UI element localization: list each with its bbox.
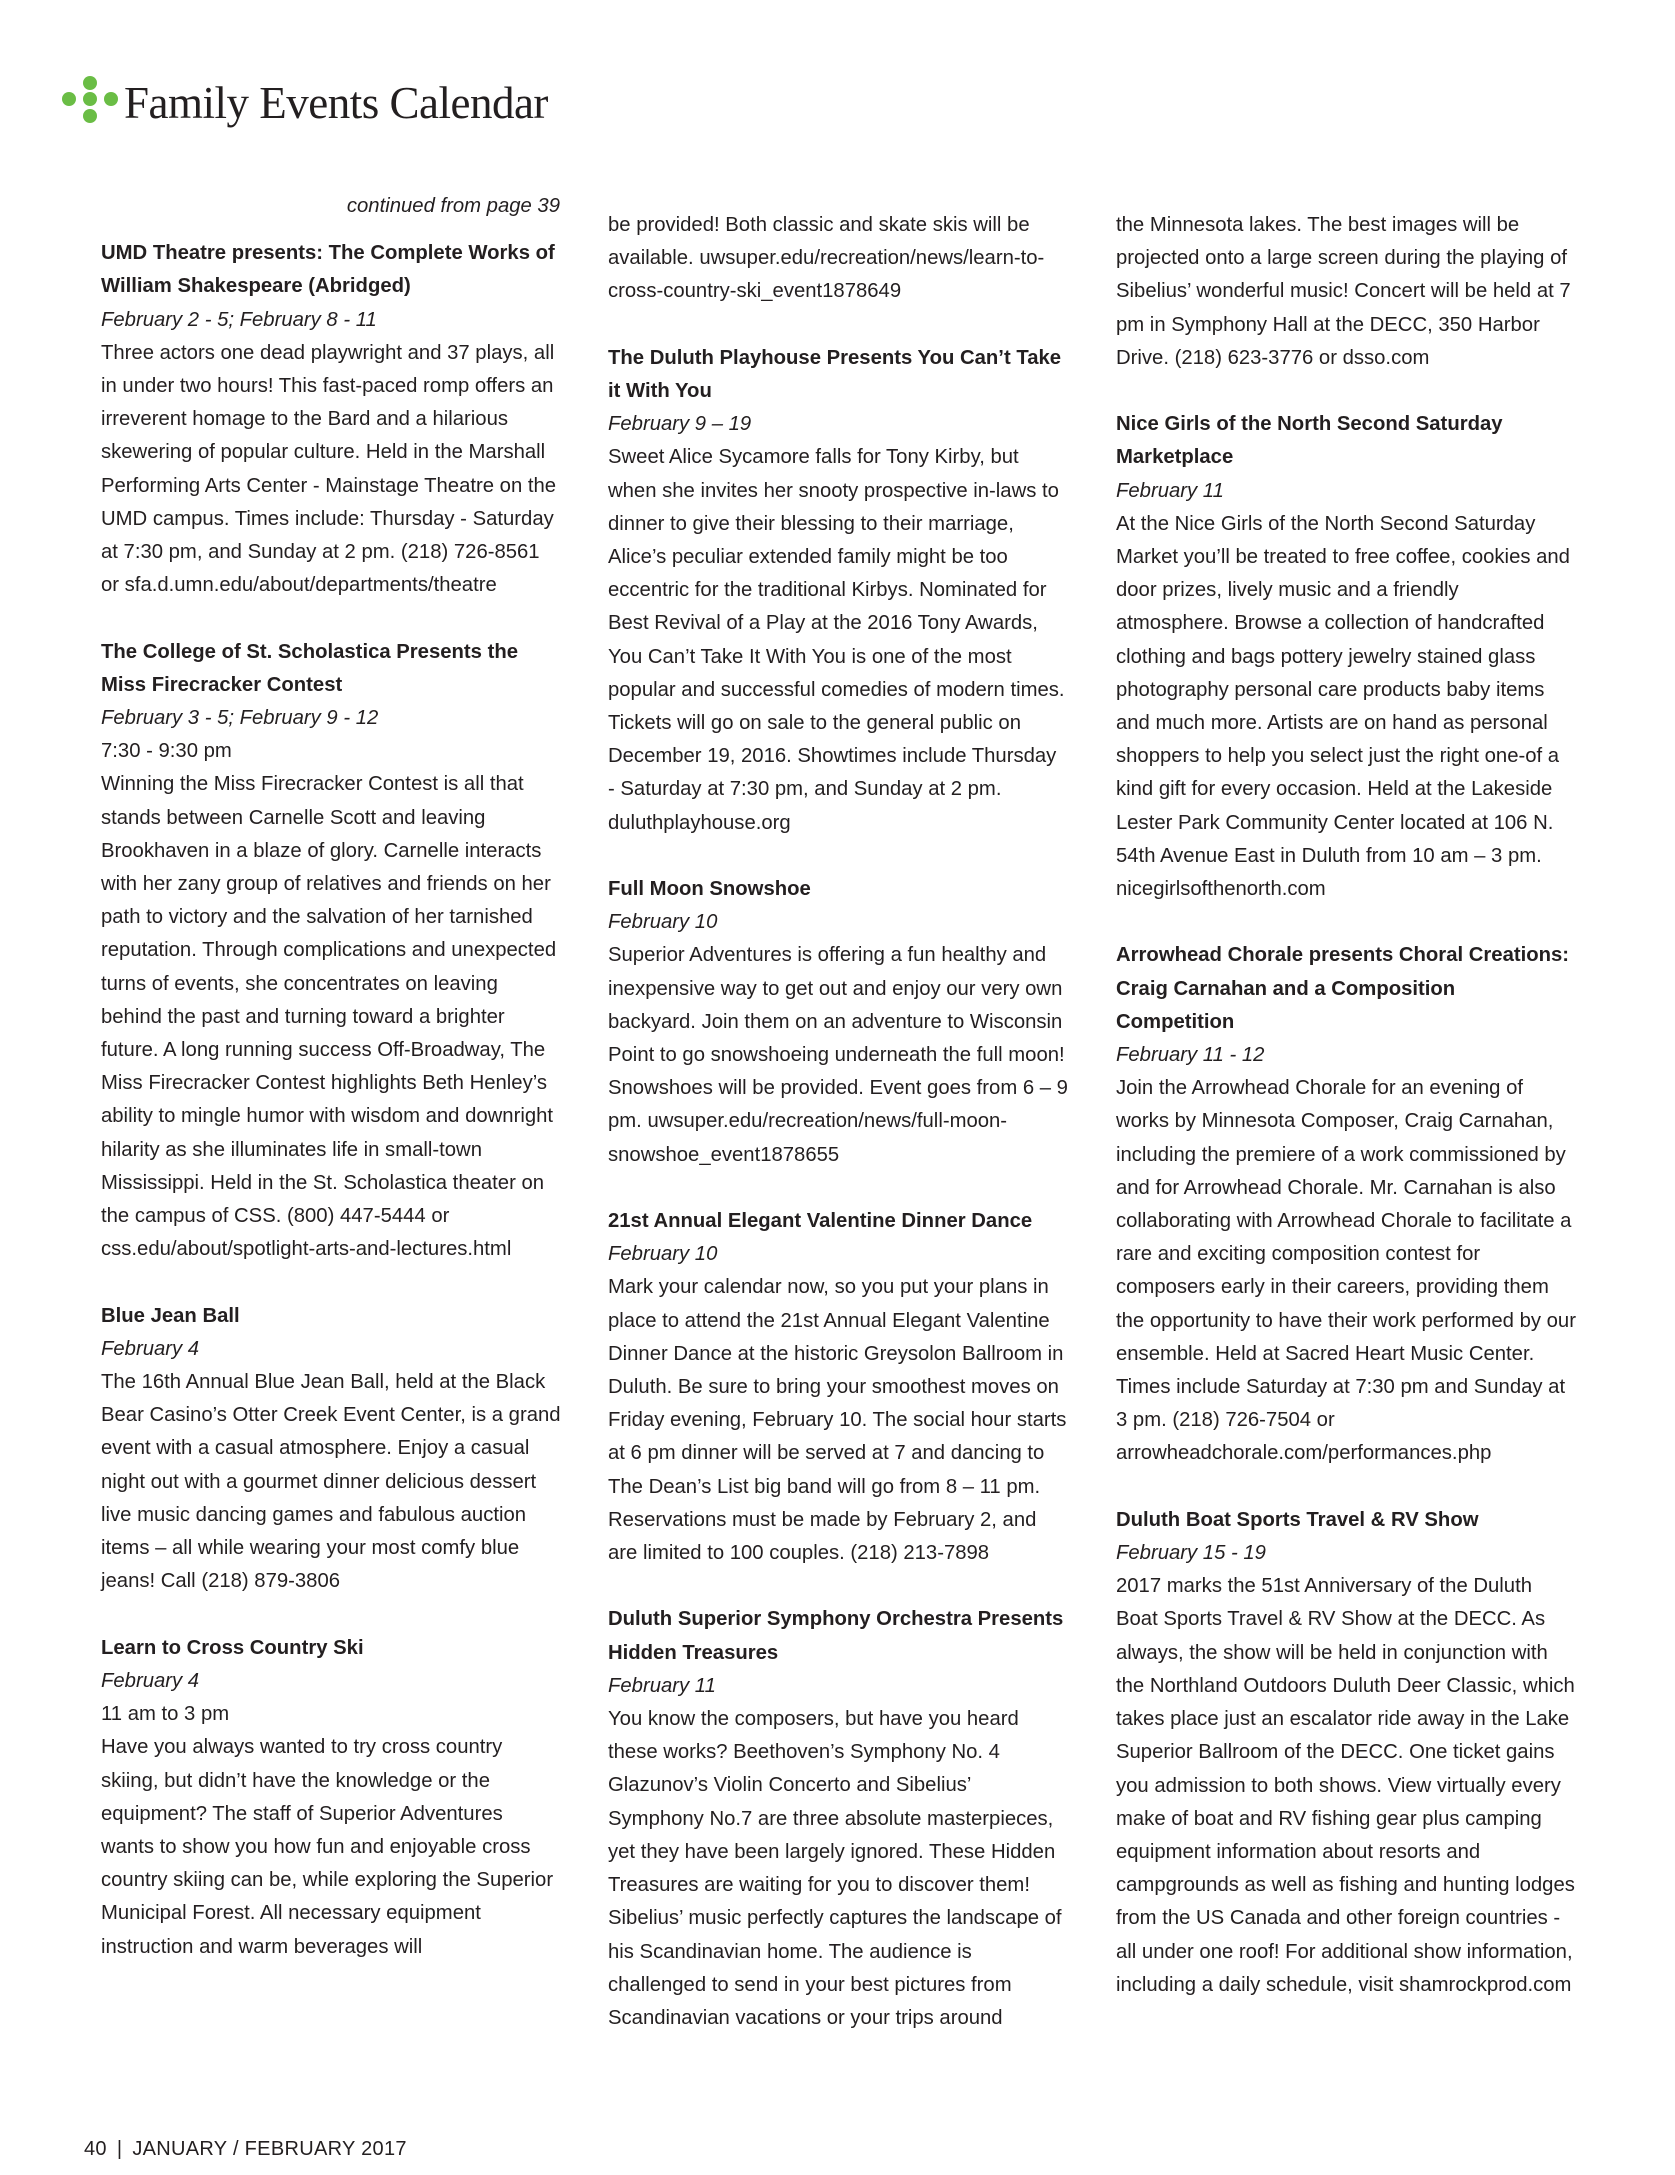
event-umd-theatre: [101, 237, 561, 602]
event-date: February 4: [101, 1337, 200, 1360]
event-title: The Duluth Playhouse Presents You Can’t Take it With You: [608, 346, 1062, 402]
event-time: 11 am to 3 pm: [101, 1703, 230, 1726]
event-time: 7:30 - 9:30 pm: [101, 740, 232, 763]
event-description: Sweet Alice Sycamore falls for Tony Kirby, but when she invites her snooty prospective in-laws to dinner to give their blessing to their marriage, Alice’s peculiar extended family might be too eccentric for the traditional Kirbys. Nominated for Best Revival of a Play at the 2016 Tony Awards, You Can’t Take It With You is one of the most popular and successful comedies of modern times. Tickets will go on sale to the general public on December 19, 2016. Showtimes include Thursday - Saturday at 7:30 pm, and Sunday at 2 pm. duluthplayhouse.org: [608, 446, 1065, 834]
event-title: Learn to Cross Country Ski: [101, 1636, 364, 1659]
event-date: February 2 - 5; February 8 - 11: [101, 308, 377, 331]
event-arrowhead-chorale: [1116, 939, 1576, 1470]
event-blue-jean-ball: [101, 1300, 561, 1599]
continued-note: continued from page 39: [346, 195, 560, 217]
event-description: At the Nice Girls of the North Second Saturday Market you’ll be treated to free coffee, cookies and door prizes, lively music and a friendly atmosphere. Browse a collection of handcrafted clothing and bags pottery jewelry stained glass photography personal care products baby items and much more. Artists are on hand as personal shoppers to help you select just the right one-of a kind gift for every occasion. Held at the Lakeside Lester Park Community Center located at 106 N. 54th Avenue East in Duluth from 10 am – 3 pm. nicegirlsofthenorth.com: [1116, 512, 1570, 901]
column-1: [101, 190, 561, 1997]
green-dots-logo-icon: [62, 76, 118, 132]
event-date: February 4: [101, 1669, 200, 1692]
event-title: Duluth Boat Sports Travel & RV Show: [1116, 1508, 1479, 1531]
page-title: Family Events Calendar: [124, 78, 548, 128]
continued-text: be provided! Both classic and skate skis will be available. uwsuper.edu/recreation/news/learn-to-cross-country-ski_event1878649: [608, 214, 1045, 303]
event-symphony-hidden-treasures: [608, 1603, 1068, 2035]
event-full-moon-snowshoe: [608, 873, 1068, 1172]
event-nice-girls-marketplace: [1116, 408, 1576, 906]
page-footer: [84, 2138, 407, 2161]
event-title: UMD Theatre presents: The Complete Works of William Shakespeare (Abridged): [101, 242, 555, 298]
event-valentine-dinner-dance: [608, 1205, 1068, 1570]
event-title: Full Moon Snowshoe: [608, 878, 811, 901]
event-title: Blue Jean Ball: [101, 1304, 240, 1327]
event-description: Superior Adventures is offering a fun healthy and inexpensive way to get out and enjoy our very own backyard. Join them on an adventure to Wisconsin Point to go snowshoeing underneath the full moon! Snowshoes will be provided. Event goes from 6 – 9 pm. uwsuper.edu/recreation/news/full-moon-snowshoe_event1878655: [608, 944, 1068, 1166]
event-description: Three actors one dead playwright and 37 plays, all in under two hours! This fast-paced romp offers an irreverent homage to the Bard and a hilarious skewering of popular culture. Held in the Marshall Performing Arts Center - Mainstage Theatre on the UMD campus. Times include: Thursday - Saturday at 7:30 pm, and Sunday at 2 pm. (218) 726-8561 or sfa.d.umn.edu/about/departments/theatre: [101, 341, 557, 597]
event-date: February 10: [608, 1243, 718, 1266]
event-title: The College of St. Scholastica Presents the Miss Firecracker Contest: [101, 640, 519, 696]
event-description: The 16th Annual Blue Jean Ball, held at the Black Bear Casino’s Otter Creek Event Center, is a grand event with a casual atmosphere. Enjoy a casual night out with a gourmet dinner delicious dessert live music dancing games and fabulous auction items – all while wearing your most comfy blue jeans! Call (218) 879-3806: [101, 1371, 561, 1593]
continued-text: the Minnesota lakes. The best images will be projected onto a large screen during the playing of Sibelius’ wonderful music! Concert will be held at 7 pm in Symphony Hall at the DECC, 350 Harbor Drive. (218) 623-3776 or dsso.com: [1116, 214, 1571, 369]
event-date: February 11 - 12: [1116, 1044, 1265, 1067]
event-date: February 11: [1116, 479, 1224, 502]
event-cross-country-ski: [101, 1632, 561, 1964]
event-title: 21st Annual Elegant Valentine Dinner Dance: [608, 1210, 1033, 1233]
event-description: You know the composers, but have you heard these works? Beethoven’s Symphony No. 4 Glazunov’s Violin Concerto and Sibelius’ Symphony No.7 are three absolute masterpieces, yet they have been largely ignored. These Hidden Treasures are waiting for you to discover them! Sibelius’ music perfectly captures the landscape of his Scandinavian home. The audience is challenged to send in your best pictures from Scandinavian vacations or your trips around: [608, 1708, 1062, 2029]
event-miss-firecracker: [101, 636, 561, 1267]
event-description: 2017 marks the 51st Anniversary of the Duluth Boat Sports Travel & RV Show at the DECC. As always, the show will be held in conjunction with the Northland Outdoors Duluth Deer Classic, which takes place just an escalator ride away in the Lake Superior Ballroom of the DECC. One ticket gains you admission to both shows. View virtually every make of boat and RV fishing gear plus camping equipment information about resorts and campgrounds as well as fishing and hunting lodges from the US Canada and other foreign countries - all under one roof! For additional show information, including a daily schedule, visit shamrockprod.com: [1116, 1575, 1575, 1996]
event-date: February 3 - 5; February 9 - 12: [101, 707, 379, 730]
footer-separator: |: [116, 2138, 123, 2160]
event-title: Nice Girls of the North Second Saturday Marketplace: [1116, 413, 1503, 469]
column-2: [608, 209, 1068, 2068]
page-number: 40: [84, 2138, 107, 2160]
event-description: Have you always wanted to try cross country skiing, but didn’t have the knowledge or the equipment? The staff of Superior Adventures wants to show you how fun and enjoyable cross country skiing can be, while exploring the Superior Municipal Forest. All necessary equipment instruction and warm beverages will: [101, 1736, 554, 1958]
event-date: February 10: [608, 911, 718, 934]
event-date: February 11: [608, 1674, 716, 1697]
event-description: Mark your calendar now, so you put your plans in place to attend the 21st Annual Elegant Valentine Dinner Dance at the historic Greysolon Ballroom in Duluth. Be sure to bring your smoothest moves on Friday evening, February 10. The social hour starts at 6 pm dinner will be served at 7 and dancing to The Dean’s List big band will go from 8 – 11 pm. Reservations must be made by February 2, and are limited to 100 couples. (218) 213-7898: [608, 1276, 1067, 1565]
event-boat-sports-rv-show: [1116, 1504, 1576, 2002]
issue-date: JANUARY / FEBRUARY 2017: [132, 2138, 407, 2160]
event-description: Join the Arrowhead Chorale for an evening of works by Minnesota Composer, Craig Carnahan, including the premiere of a work commissioned by and for Arrowhead Chorale. Mr. Carnahan is also collaborating with Arrowhead Chorale to facilitate a rare and exciting composition contest for composers early in their careers, providing them the opportunity to have their work performed by our ensemble. Held at Sacred Heart Music Center. Times include Saturday at 7:30 pm and Sunday at 3 pm. (218) 726-7504 or arrowheadchorale.com/performances.php: [1116, 1077, 1576, 1465]
event-title: Arrowhead Chorale presents Choral Creations: Craig Carnahan and a Composition Competition: [1116, 944, 1570, 1033]
event-date: February 9 – 19: [608, 413, 752, 436]
event-duluth-playhouse: [608, 342, 1068, 840]
event-description: Winning the Miss Firecracker Contest is all that stands between Carnelle Scott and leaving Brookhaven in a blaze of glory. Carnelle interacts with her zany group of relatives and friends on her path to victory and the salvation of her tarnished reputation. Through complications and unexpected turns of events, she concentrates on leaving behind the past and turning toward a brighter future. A long running success Off-Broadway, The Miss Firecracker Contest highlights Beth Henley’s ability to mingle humor with wisdom and downright hilarity as she illuminates life in small-town Mississippi. Held in the St. Scholastica theater on the campus of CSS. (800) 447-5444 or css.edu/about/spotlight-arts-and-lectures.html: [101, 773, 557, 1261]
column-3: [1116, 209, 1576, 2035]
event-title: Duluth Superior Symphony Orchestra Presents Hidden Treasures: [608, 1608, 1064, 1664]
event-date: February 15 - 19: [1116, 1542, 1266, 1565]
